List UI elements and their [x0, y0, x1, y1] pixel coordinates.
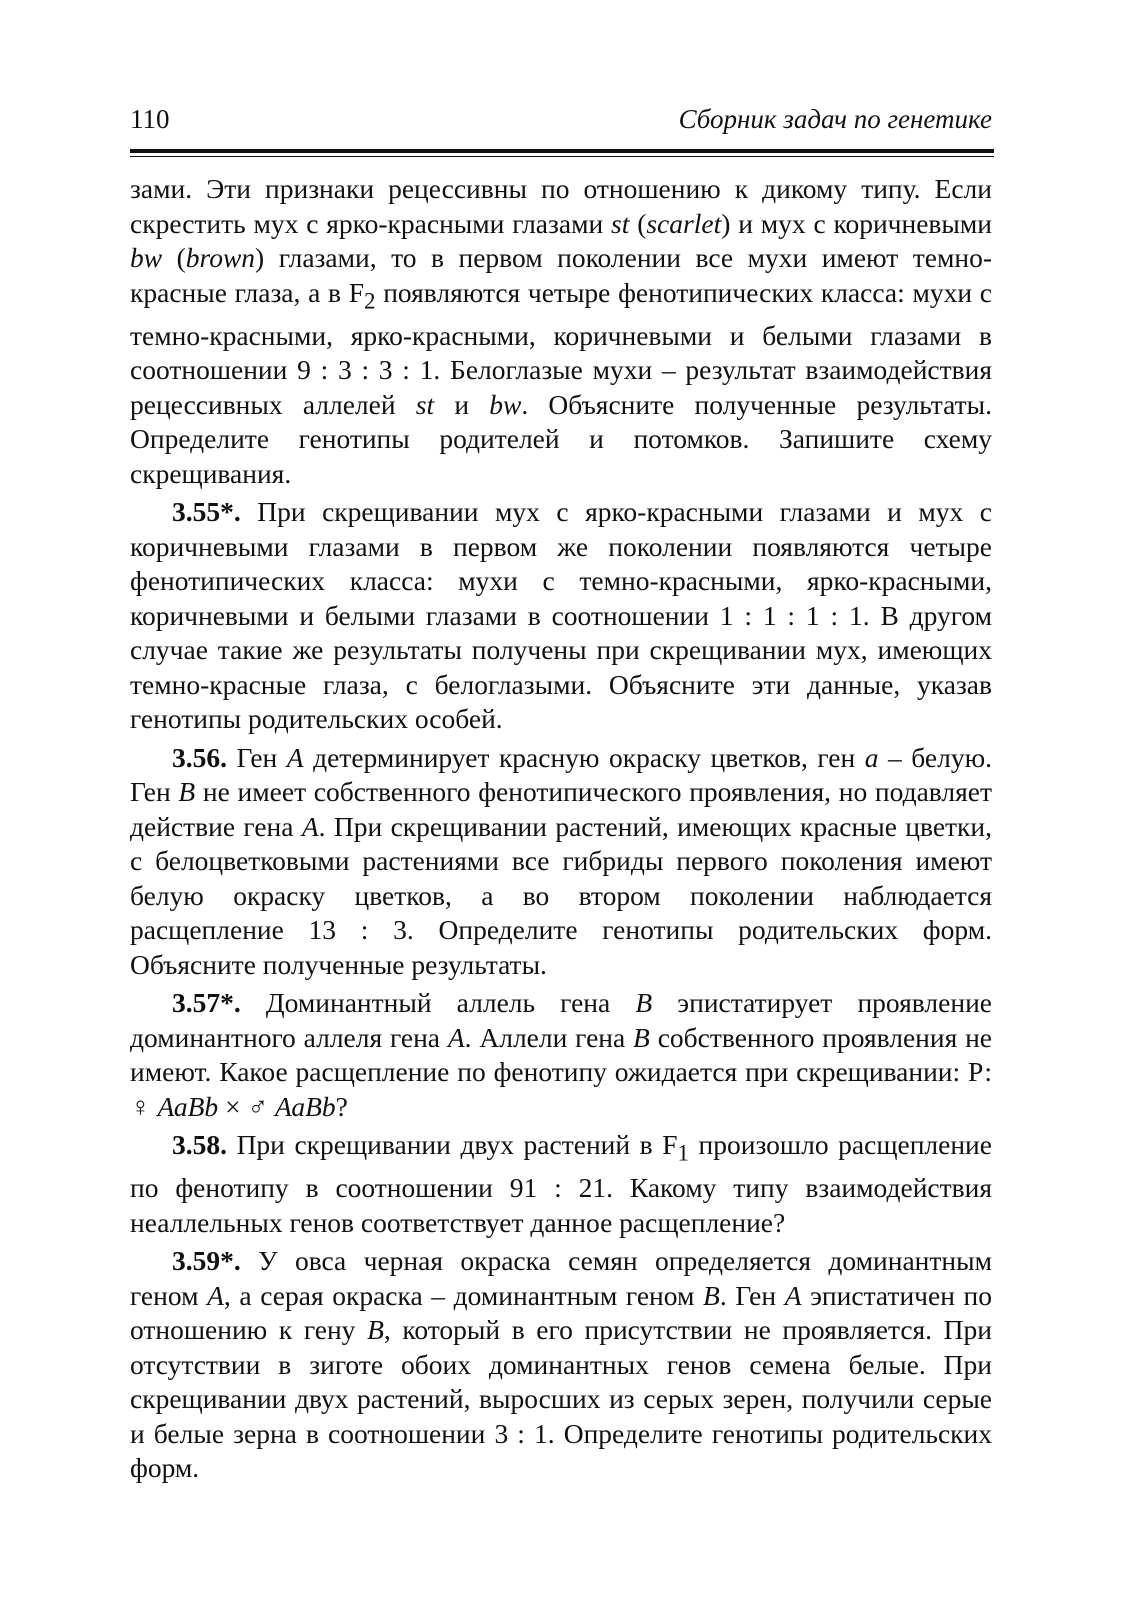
text-run: эпистатичен по отношению к гену	[130, 1279, 993, 1345]
text-run: – белую. Ген	[130, 741, 993, 807]
text-run: . Объясните полученные результаты. Определите генотипы родителей и потомков. Запишите схему скрещивания.	[130, 388, 993, 489]
subscript: 2	[364, 288, 376, 313]
text-run: Доминантный аллель гена	[240, 987, 636, 1018]
problem-number: 3.57*.	[172, 987, 241, 1018]
text-run: , который в его присутствии не проявляется. При отсутствии в зиготе обоих доминантных генов семена белые. При скрещивании двух растений, выросших из серых зерен, получили серые и белые зерна в соотношении 3 : 1. Определите генотипы родительских форм.	[130, 1314, 992, 1483]
problem-3-59	[130, 1244, 992, 1486]
gene-symbol: st	[611, 207, 630, 239]
text-run: При скрещивании мух с ярко-красными глазами и мух с коричневыми глазами в первом же поколении появляются четыре фенотипических класса: мухи с темно-красными, ярко-красными, коричневыми и белыми глазами в соотношении 1 : 1 : 1 : 1. В другом случае такие же результаты получены при скрещивании мух, имеющих темно-красные глаза, с белоглазыми. Объясните эти данные, указав генотипы родительских особей.	[130, 496, 992, 734]
problem-number: 3.55*.	[172, 496, 241, 527]
text-run: Ген	[227, 741, 287, 773]
text-run: не имеет собственного фенотипического проявления, но подавляет действие гена	[130, 776, 992, 842]
text-run: и	[434, 388, 490, 420]
text-run: × ♂	[218, 1090, 275, 1122]
gene-symbol: В	[367, 1314, 384, 1345]
problem-3-56	[130, 741, 992, 983]
problem-3-57	[130, 986, 992, 1124]
gene-name: brown	[185, 242, 256, 273]
genotype: АаВb	[274, 1090, 336, 1122]
gene-symbol: А	[286, 741, 304, 773]
text-run: появляются четыре фенотипических класса: мухи с темно-красными, ярко-красными, коричневыми и белыми глазами в соотношении 9 : 3 : 3 : 1. Белоглазые мухи – результат взаимодействия рецессивных аллелей	[130, 276, 992, 420]
gene-symbol: В	[703, 1279, 720, 1311]
problem-number: 3.56.	[172, 741, 227, 773]
header-rule-thick	[130, 149, 994, 153]
page-header	[130, 104, 992, 144]
text-run: ?	[335, 1090, 348, 1122]
text-run: детерминирует красную окраску цветков, ген	[303, 741, 865, 773]
text-run: произошло расщепление по фенотипу в соотношении 91 : 21. Какому типу взаимодействия неаллельных генов соответствует данное расщепление?	[130, 1129, 992, 1238]
gene-symbol: st	[415, 388, 435, 420]
page-content	[130, 172, 992, 1490]
text-run: эпистатирует проявление доминантного аллеля гена	[130, 987, 992, 1053]
gene-symbol: В	[635, 987, 653, 1018]
problem-3-55	[130, 495, 992, 737]
gene-symbol: bw	[489, 388, 522, 420]
problem-3-58	[130, 1128, 992, 1240]
running-title: Сборник задач по генетике	[678, 104, 992, 134]
page-number: 110	[130, 104, 170, 134]
gene-symbol: В	[178, 776, 196, 807]
problem-number: 3.59*.	[172, 1245, 241, 1276]
text-run: ) и мух с коричневыми	[721, 207, 992, 239]
gene-symbol: bw	[130, 242, 163, 273]
text-run: (	[162, 242, 186, 273]
gene-symbol: В	[633, 1021, 650, 1053]
text-run: ) глазами, то в первом поколении все мухи имеют темно-красные глаза, а в F	[130, 242, 992, 308]
gene-symbol: А	[784, 1279, 802, 1311]
text-run: . Аллели гена	[464, 1021, 634, 1053]
gene-symbol: А	[447, 1021, 465, 1053]
text-run: У овса черная окраска семян определяется доминантным геном	[130, 1245, 992, 1311]
text-run: При скрещивании двух растений в F	[227, 1129, 678, 1160]
text-run: (	[629, 207, 647, 239]
text-run: зами. Эти признаки рецессивны по отношению к дикому типу. Если скрестить мух с ярко-красными глазами	[130, 173, 992, 239]
continued-paragraph	[130, 172, 992, 491]
gene-symbol: А	[207, 1279, 224, 1311]
gene-symbol: а	[864, 741, 879, 773]
header-rule-thin	[130, 156, 994, 157]
gene-name: scarlet	[646, 207, 722, 239]
text-run: . При скрещивании растений, имеющих красные цветки, с белоцветковыми растениями все гибриды первого поколения имеют белую окраску цветков, а во втором поколении наблюдается расщепление 13 : 3. Определите генотипы родительских форм. Объясните полученные результаты.	[130, 810, 992, 980]
gene-symbol: А	[301, 810, 319, 842]
text-run: собственного проявления не имеют. Какое расщепление по фенотипу ожидается при скрещивании: Р: ♀	[130, 1021, 992, 1122]
text-run: , а серая окраска – доминантным геном	[223, 1279, 703, 1311]
subscript: 1	[677, 1140, 689, 1166]
problem-number: 3.58.	[172, 1129, 227, 1160]
text-run: . Ген	[719, 1279, 785, 1311]
genotype: АаВb	[157, 1090, 219, 1122]
